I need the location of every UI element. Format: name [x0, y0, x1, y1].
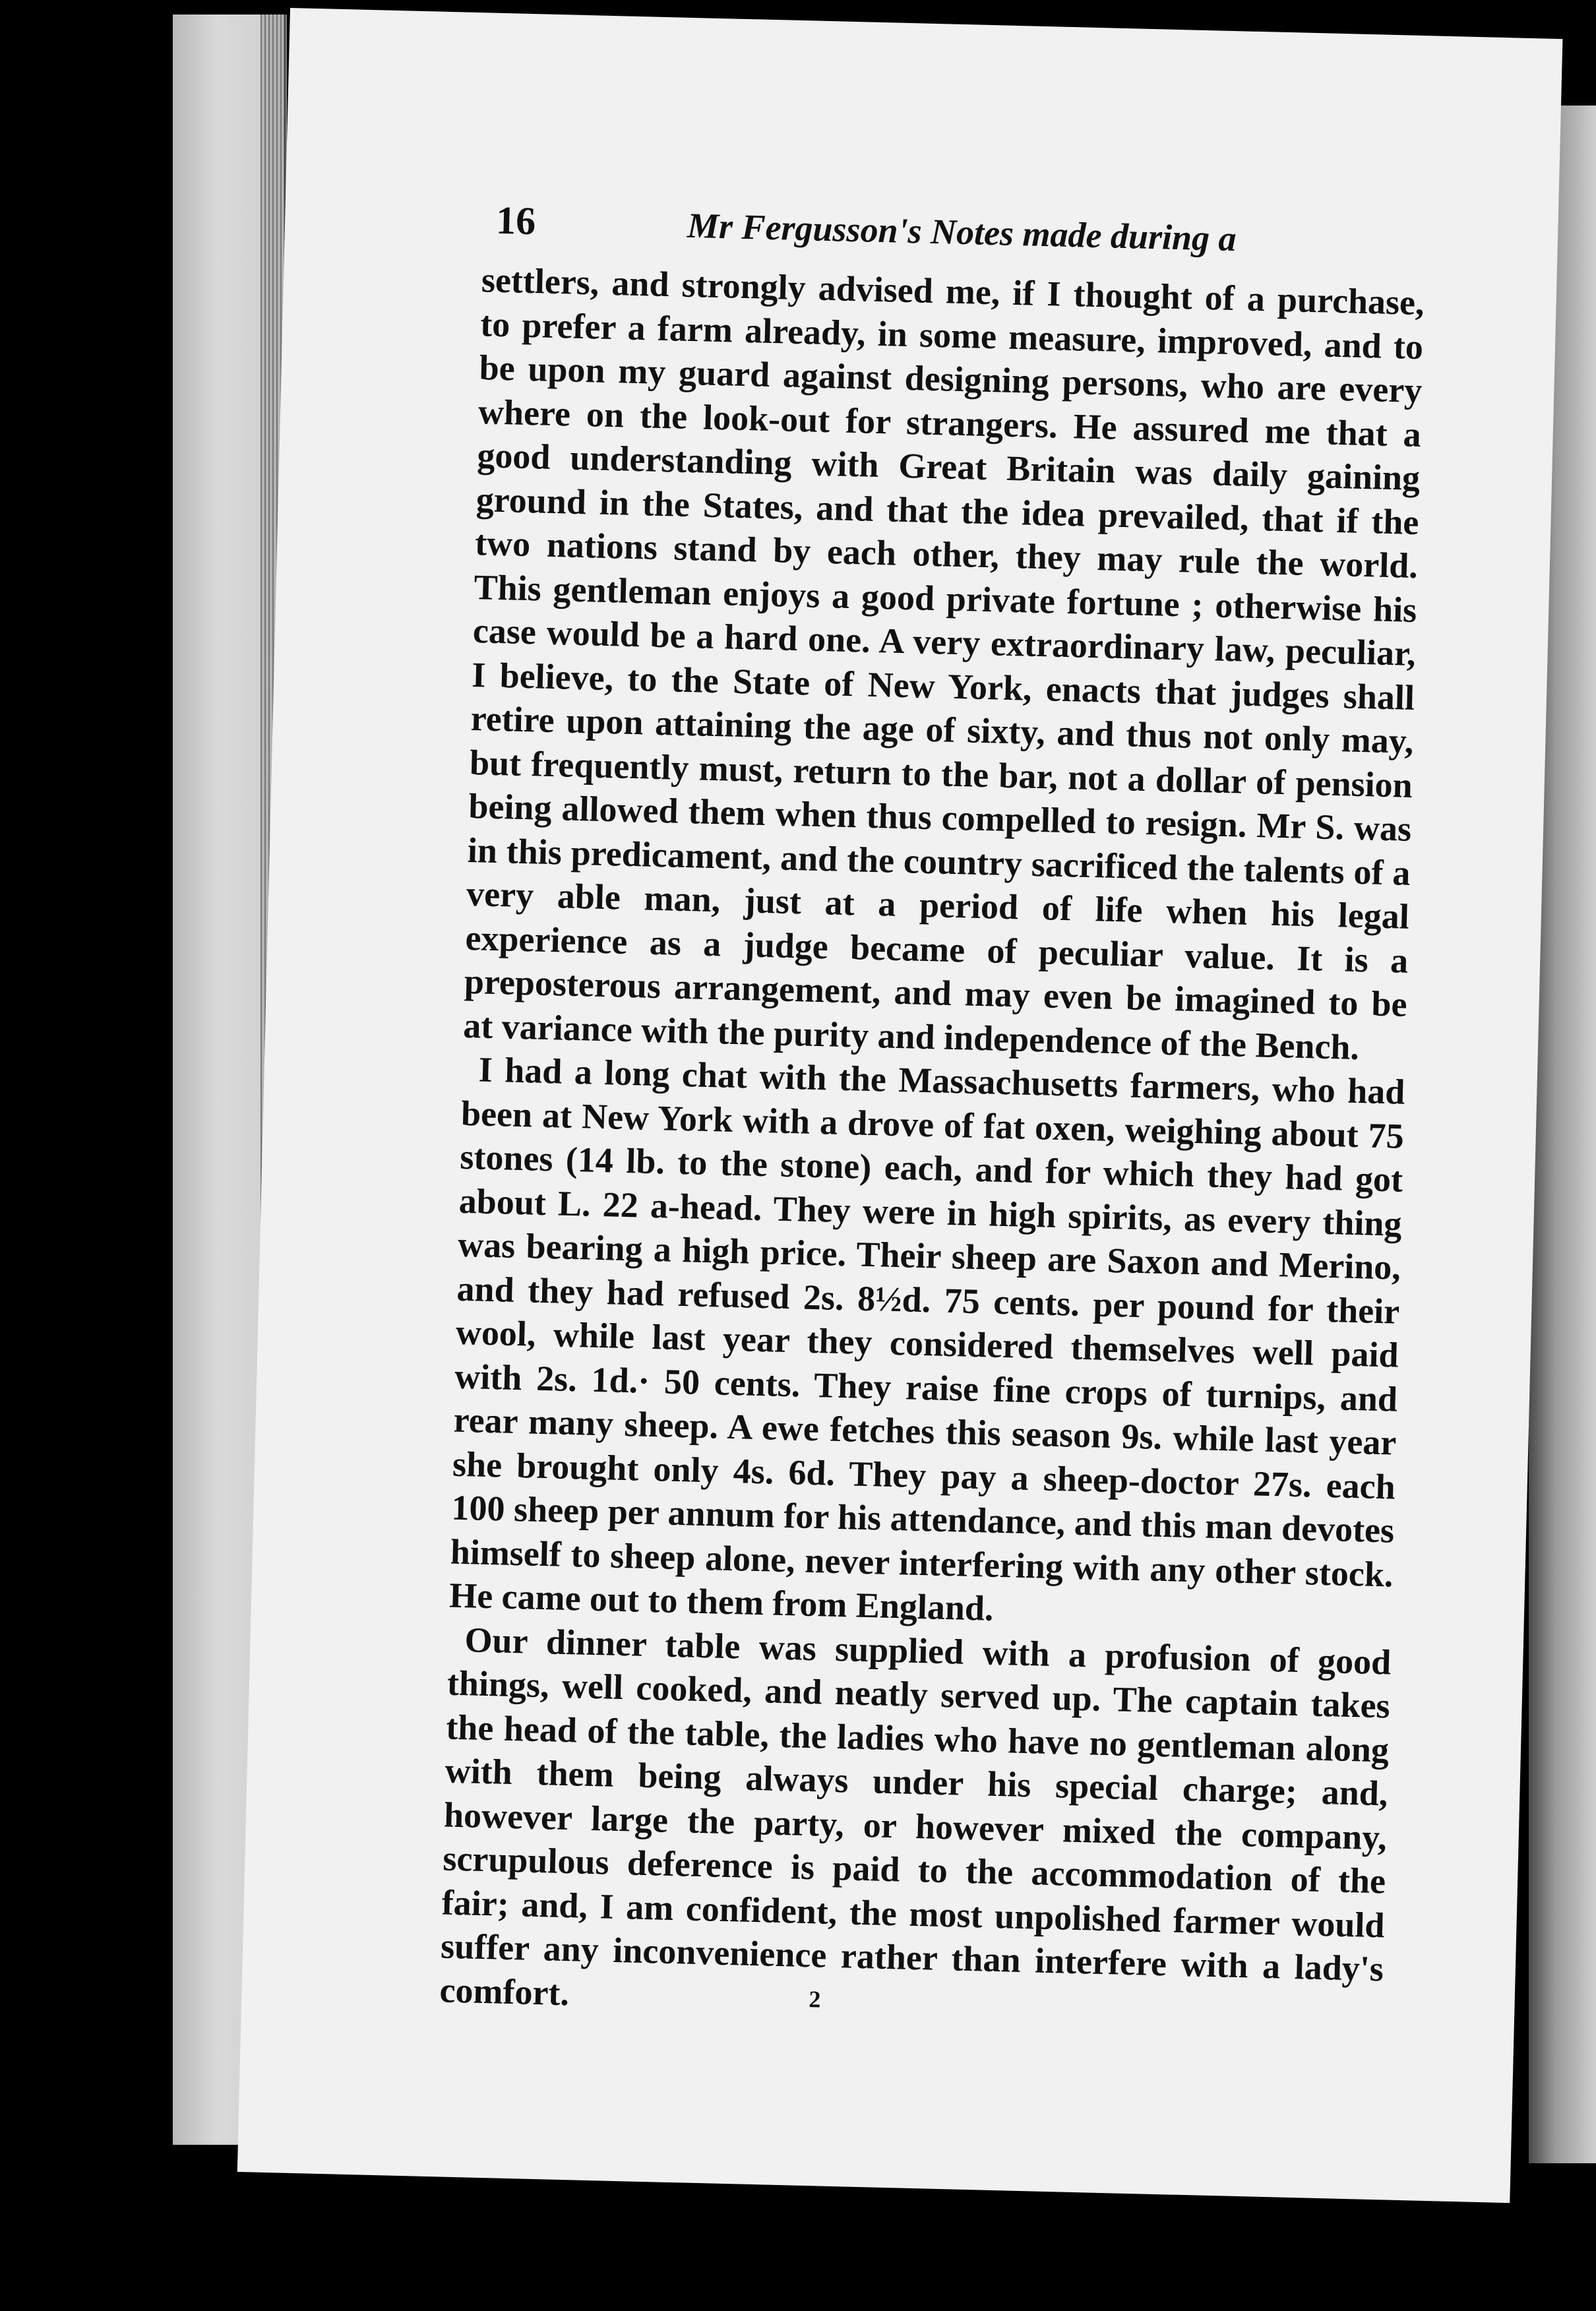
body-text	[439, 258, 1425, 2035]
paragraph-1: settlers, and strongly advised me, if I thought of a purchase, to prefer a farm already, in some measure, improved, and to be upon my guard against designing persons, who are every where on the look-out for strangers. He assured me that a good understanding with Great Britain was daily gaining ground in the States, and that the idea prevailed, that if the two nations stand by each other, they may rule the world. This gentleman enjoys a good private fortune ; otherwise his case would be a hard one. A very extraordinary law, peculiar, I believe, to the State of New York, enacts that judges shall retire upon attaining the age of sixty, and thus not only may, but frequently must, return to the bar, not a dollar of pension being allowed them when thus compelled to resign. Mr S. was in this predicament, and the country sacrificed the talents of a very able man, just at a period of life when his legal experience as a judge became of peculiar value. It is a preposterous arrangement, and may even be imagined to be at variance with the purity and independence of the Bench.	[462, 260, 1425, 1067]
paragraph-3: Our dinner table was supplied with a profusion of good things, well cooked, and neatly served up. The captain takes the head of the table, the ladies who have no gentleman along with them being always under his special charge; and, however large the party, or however mixed the company, scrupulous deference is paid to the accommodation of the fair; and, I am confident, the most unpolished farmer would suffer any inconvenience rather than interfere with a lady's comfort.	[439, 1619, 1392, 2013]
page-number: 16	[495, 198, 537, 243]
signature-mark: 2	[808, 1986, 821, 2013]
paragraph-2: I had a long chat with the Massachusetts farmers, who had been at New York with a drove of fat oxen, weighing about 75 stones (14 lb. to the stone) each, and for which they had got about L. 22 a-head. They were in high spirits, as every thing was bearing a high price. Their sheep are Saxon and Merino, and they had refused 2s. 8½d. 75 cents. per pound for their wool, while last year they considered themselves well paid with 2s. 1d.· 50 cents. They raise fine crops of turnips, and rear many sheep. A ewe fetches this season 9s. while last year she brought only 4s. 6d. They pay a sheep-doctor 27s. each 100 sheep per annum for his attendance, and this man devotes himself to sheep alone, never interfering with any other stock. He came out to them from England.	[448, 1049, 1406, 1628]
running-title: Mr Fergusson's Notes made during a	[687, 205, 1237, 259]
book-page	[237, 8, 1563, 2203]
